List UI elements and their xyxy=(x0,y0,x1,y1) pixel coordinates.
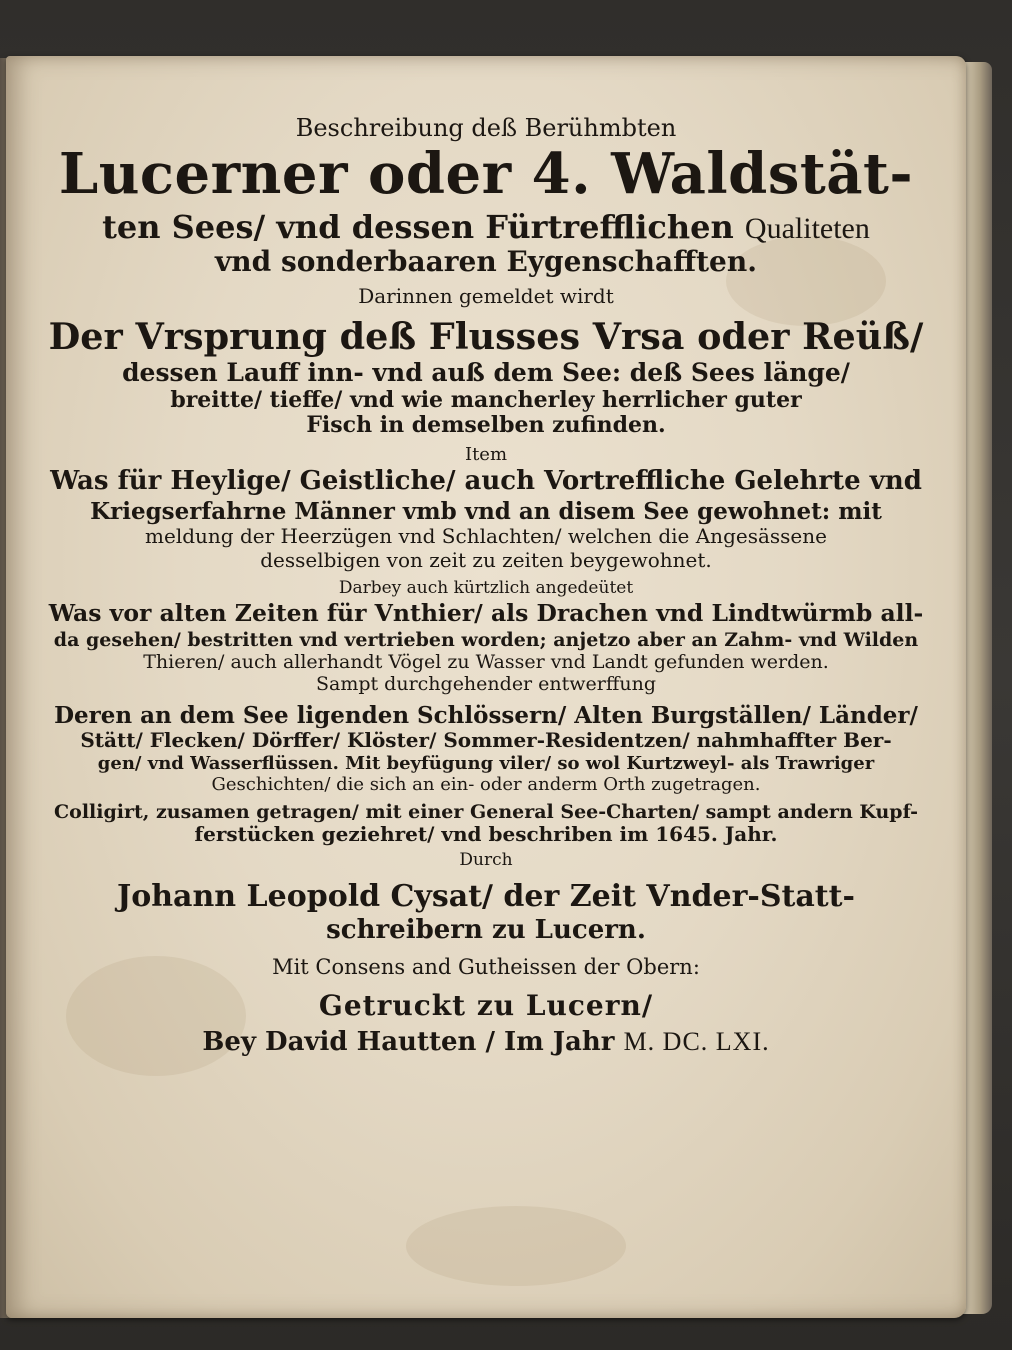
body-line: Thieren/ auch allerhandt Vögel zu Wasser vnd Landt gefunden werden. xyxy=(143,650,829,673)
body-line: ferstücken geziehret/ vnd beschriben im 1645. Jahr. xyxy=(194,821,778,846)
body-line: da gesehen/ bestritten vnd vertrieben worden; anjetzo aber an Zahm- vnd Wilden xyxy=(53,628,919,651)
body-line: Stätt/ Flecken/ Dörffer/ Klöster/ Sommer-Residentzen/ nahmhaffter Ber- xyxy=(80,728,892,753)
body-line: breitte/ tieffe/ vnd wie mancherley herrlicher guter xyxy=(170,386,802,413)
title-line xyxy=(46,207,926,246)
body-line: desselbigen von zeit zu zeiten beygewohnet. xyxy=(260,547,712,572)
body-line: Fisch in demselben zufinden. xyxy=(306,412,666,439)
title-line-latin: Qualiteten xyxy=(744,211,870,245)
body-line: dessen Lauff inn- vnd auß dem See: deß Sees länge/ xyxy=(122,358,850,388)
imprint-line: Getruckt zu Lucern/ xyxy=(318,988,654,1022)
title-text xyxy=(46,106,926,1057)
imprint-printer: Bey David Hautten / Im Jahr xyxy=(202,1027,615,1058)
subtitle-line: Sampt durchgehender entwerffung xyxy=(315,672,657,695)
body-line: Colligirt, zusamen getragen/ mit einer General See-Charten/ sampt andern Kupf- xyxy=(54,800,918,823)
subtitle-line: Darinnen gemeldet wirdt xyxy=(358,284,614,309)
section-heading: Was für Heylige/ Geistliche/ auch Vortreffliche Gelehrte vnd xyxy=(50,466,922,497)
title-page xyxy=(6,56,966,1318)
section-heading: Der Vrsprung deß Flusses Vrsa oder Reüß/ xyxy=(48,314,924,358)
title-line: vnd sonderbaaren Eygenschafften. xyxy=(215,244,757,278)
author-line: schreibern zu Lucern. xyxy=(326,914,646,945)
body-line: meldung der Heerzügen vnd Schlachten/ welchen die Angesässene xyxy=(145,524,827,549)
body-line: Geschichten/ die sich an ein- oder anderm Orth zugetragen. xyxy=(211,773,761,795)
imprint-year: M. DC. LXI. xyxy=(623,1027,770,1057)
author-line: Johann Leopold Cysat/ der Zeit Vnder-Statt- xyxy=(117,879,855,915)
subtitle-line: Darbey auch kürtzlich angedeütet xyxy=(338,577,634,598)
paper-stain xyxy=(406,1206,626,1286)
section-heading: Deren an dem See ligenden Schlössern/ Alten Burgställen/ Länder/ xyxy=(54,702,918,730)
body-line: Kriegserfahrne Männer vmb vnd an disem See gewohnet: mit xyxy=(90,498,882,525)
approval-line: Mit Consens and Gutheissen der Obern: xyxy=(272,955,700,980)
title-main: Lucerner oder 4. Waldstät- xyxy=(58,141,914,208)
title-line: Beschreibung deß Berühmbten xyxy=(295,114,677,142)
imprint-line xyxy=(46,1028,926,1057)
section-heading: Was vor alten Zeiten für Vnthier/ als Drachen vnd Lindtwürmb all- xyxy=(48,598,924,627)
subtitle-line: Durch xyxy=(459,850,513,871)
subtitle-line: Item xyxy=(464,444,508,466)
body-line: gen/ vnd Wasserflüssen. Mit beyfügung viler/ so wol Kurtzweyl- als Trawriger xyxy=(97,752,875,774)
title-line-text: ten Sees/ vnd dessen Fürtrefflichen xyxy=(102,207,734,246)
